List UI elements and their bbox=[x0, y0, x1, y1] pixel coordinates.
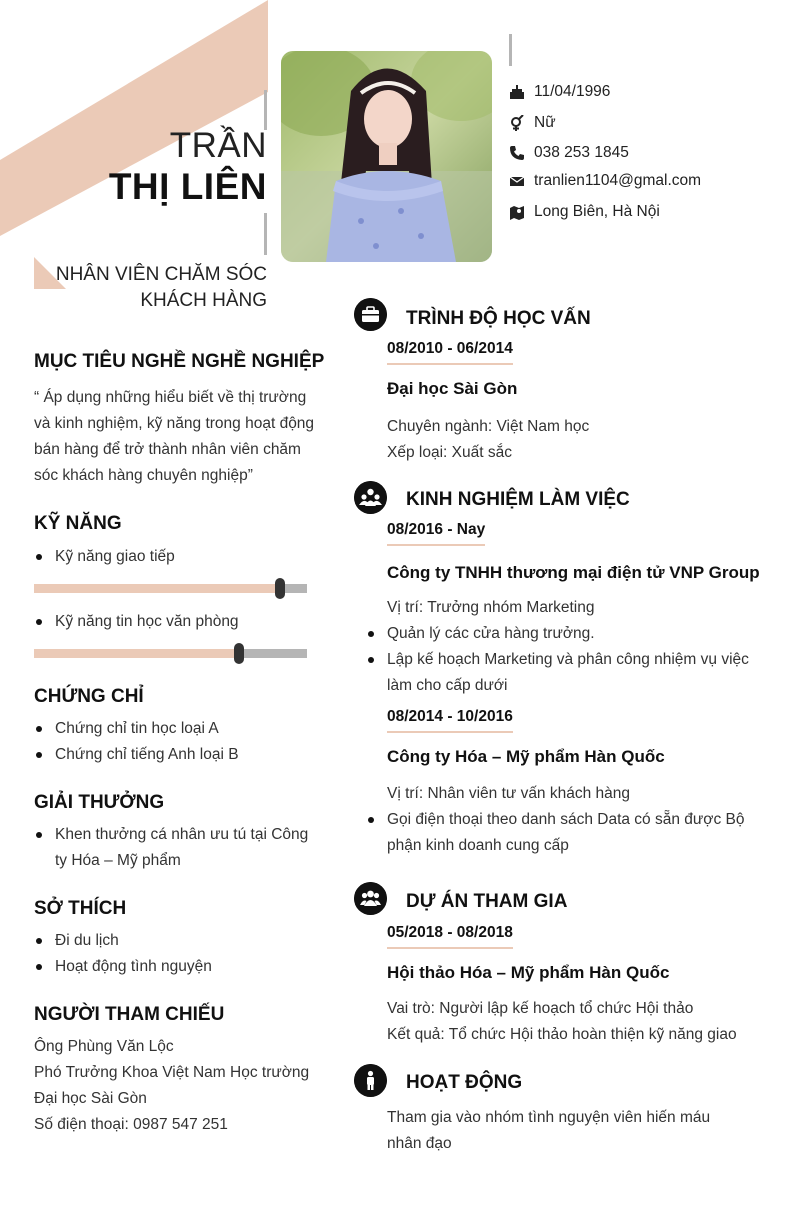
skill-bar-fill bbox=[34, 649, 239, 658]
award-line: ty Hóa – Mỹ phẩm bbox=[55, 852, 181, 869]
job-title bbox=[56, 262, 267, 314]
skill-label: Kỹ năng giao tiếp bbox=[55, 548, 175, 565]
contact-phone bbox=[509, 144, 629, 162]
job-date: 08/2016 - Nay bbox=[387, 521, 485, 546]
job-position: Vị trí: Trưởng nhóm Marketing bbox=[387, 599, 595, 616]
job-duty-line: phận kinh doanh cung cấp bbox=[387, 837, 569, 854]
project-role: Vai trò: Người lập kế hoạch tổ chức Hội thảo bbox=[387, 1000, 694, 1017]
bullet-dot bbox=[368, 657, 374, 663]
bullet-dot bbox=[368, 817, 374, 823]
contact-address bbox=[509, 203, 660, 221]
bullet-dot bbox=[36, 554, 42, 560]
hobbies-heading: SỞ THÍCH bbox=[34, 898, 127, 919]
job-title-line1: NHÂN VIÊN CHĂM SÓC bbox=[55, 264, 267, 285]
activities-text bbox=[387, 1105, 710, 1157]
certificate-item: Chứng chỉ tiếng Anh loại B bbox=[55, 746, 239, 763]
contact-divider bbox=[509, 34, 512, 66]
profile-photo bbox=[281, 51, 492, 262]
education-rank: Xếp loại: Xuất sắc bbox=[387, 444, 512, 461]
skill-bar bbox=[34, 584, 307, 593]
cake-icon bbox=[509, 84, 525, 100]
hobby-item: Hoạt động tình nguyện bbox=[55, 958, 212, 975]
bullet-dot bbox=[36, 619, 42, 625]
project-name: Hội thảo Hóa – Mỹ phẩm Hàn Quốc bbox=[387, 963, 670, 982]
objective-line: “ Áp dụng những hiểu biết về thị trường bbox=[34, 389, 307, 406]
team-icon bbox=[354, 481, 387, 514]
contact-gender bbox=[509, 114, 556, 132]
gender-text: Nữ bbox=[534, 114, 556, 131]
objective-line: sóc khách hàng chuyên nghiệp” bbox=[34, 467, 253, 484]
reference-line: Phó Trưởng Khoa Việt Nam Học trường bbox=[34, 1064, 310, 1081]
skill-bar-knob bbox=[234, 643, 244, 664]
bullet-dot bbox=[36, 938, 42, 944]
birthday-text: 11/04/1996 bbox=[534, 83, 611, 100]
job-duty-line: Gọi điện thoại theo danh sách Data có sẵn được Bộ bbox=[387, 811, 745, 828]
group-icon bbox=[354, 882, 387, 915]
phone-text: 038 253 1845 bbox=[534, 144, 629, 161]
activities-line: nhân đạo bbox=[387, 1135, 452, 1152]
skill-bar-knob bbox=[275, 578, 285, 599]
job-title-line2: KHÁCH HÀNG bbox=[140, 290, 267, 311]
experience-heading: KINH NGHIỆM LÀM VIỆC bbox=[406, 489, 630, 510]
activities-heading: HOẠT ĐỘNG bbox=[406, 1072, 523, 1093]
person-icon bbox=[354, 1064, 387, 1097]
phone-icon bbox=[509, 145, 525, 161]
vertical-divider-top bbox=[264, 90, 267, 130]
objective-line: bán hàng để trở thành nhân viên chăm bbox=[34, 441, 301, 458]
education-heading: TRÌNH ĐỘ HỌC VẤN bbox=[406, 308, 591, 329]
awards-heading: GIẢI THƯỞNG bbox=[34, 792, 165, 813]
activities-line: Tham gia vào nhóm tình nguyện viên hiến máu bbox=[387, 1109, 711, 1126]
references-text bbox=[34, 1034, 309, 1138]
vertical-divider-bottom bbox=[264, 213, 267, 255]
objective-text bbox=[34, 385, 314, 489]
email-text: tranlien1104@gmal.com bbox=[534, 172, 702, 189]
contact-email bbox=[509, 172, 701, 190]
name-second-line: THỊ LIÊN bbox=[108, 166, 267, 207]
reference-line: Đại học Sài Gòn bbox=[34, 1090, 147, 1107]
objective-line: và kinh nghiệm, kỹ năng trong hoạt động bbox=[34, 415, 315, 432]
education-date: 08/2010 - 06/2014 bbox=[387, 340, 513, 365]
bullet-dot bbox=[36, 752, 42, 758]
bullet-dot bbox=[36, 964, 42, 970]
certificate-item: Chứng chỉ tin học loại A bbox=[55, 720, 219, 737]
contact-birthday bbox=[509, 83, 610, 101]
bullet-dot bbox=[36, 726, 42, 732]
project-result: Kết quả: Tổ chức Hội thảo hoàn thiện kỹ năng giao bbox=[387, 1026, 737, 1043]
name-first-line: TRẦN bbox=[169, 126, 267, 165]
bullet-dot bbox=[36, 832, 42, 838]
reference-line: Số điện thoại: 0987 547 251 bbox=[34, 1116, 228, 1133]
bullet-dot bbox=[368, 631, 374, 637]
skills-heading: KỸ NĂNG bbox=[34, 513, 122, 534]
job-duty bbox=[387, 647, 749, 699]
award-item bbox=[55, 822, 308, 874]
map-icon bbox=[509, 204, 525, 220]
mail-icon bbox=[509, 173, 525, 189]
project-date: 05/2018 - 08/2018 bbox=[387, 924, 513, 949]
references-heading: NGƯỜI THAM CHIẾU bbox=[34, 1004, 225, 1025]
skill-bar bbox=[34, 649, 307, 658]
job-duty: Quản lý các cửa hàng trưởng. bbox=[387, 625, 595, 642]
certificates-heading: CHỨNG CHỈ bbox=[34, 686, 144, 707]
education-major: Chuyên ngành: Việt Nam học bbox=[387, 418, 590, 435]
reference-line: Ông Phùng Văn Lộc bbox=[34, 1038, 174, 1055]
job-duty-line: làm cho cấp dưới bbox=[387, 677, 508, 694]
job-position: Vị trí: Nhân viên tư vấn khách hàng bbox=[387, 785, 631, 802]
hobby-item: Đi du lịch bbox=[55, 932, 119, 949]
job-company: Công ty TNHH thương mại điện tử VNP Group bbox=[387, 563, 760, 582]
award-line: Khen thưởng cá nhân ưu tú tại Công bbox=[55, 826, 309, 843]
briefcase-icon bbox=[354, 298, 387, 331]
objective-heading: MỤC TIÊU NGHỀ NGHỀ NGHIỆP bbox=[34, 351, 325, 372]
gender-icon bbox=[509, 115, 525, 131]
job-date: 08/2014 - 10/2016 bbox=[387, 708, 513, 733]
skill-label: Kỹ năng tin học văn phòng bbox=[55, 613, 239, 630]
education-school: Đại học Sài Gòn bbox=[387, 379, 518, 398]
job-company: Công ty Hóa – Mỹ phẩm Hàn Quốc bbox=[387, 747, 665, 766]
job-duty bbox=[387, 807, 744, 859]
address-text: Long Biên, Hà Nội bbox=[534, 203, 660, 220]
skill-bar-fill bbox=[34, 584, 280, 593]
job-duty-line: Lập kế hoạch Marketing và phân công nhiệm vụ việc bbox=[387, 651, 749, 668]
projects-heading: DỰ ÁN THAM GIA bbox=[406, 891, 568, 912]
